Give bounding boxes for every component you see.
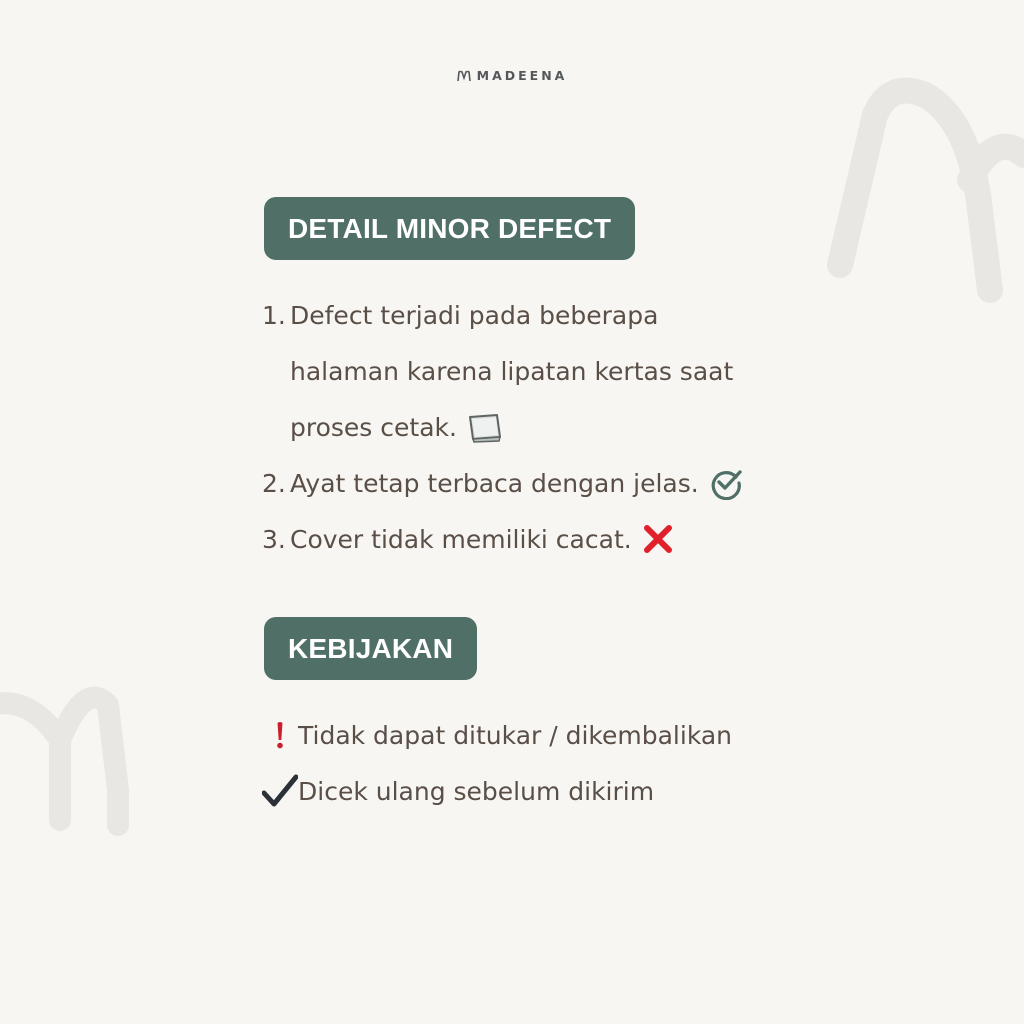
- cross-mark-icon: [642, 523, 674, 555]
- policy-item-2: [262, 771, 654, 811]
- list-number: 2.: [262, 468, 286, 498]
- defect-item-1-continued: [290, 407, 503, 447]
- defect-item-1: [262, 295, 658, 335]
- check-mark-icon: [262, 774, 298, 808]
- policy-item-1: [262, 715, 732, 755]
- list-item-text: Defect terjadi pada beberapa: [290, 300, 659, 330]
- policy-item-text: Dicek ulang sebelum dikirim: [298, 776, 655, 806]
- policy-item-text: Tidak dapat ditukar / dikembalikan: [298, 720, 733, 750]
- defect-item-3: [262, 519, 674, 559]
- brand-name: MADEENA: [476, 68, 568, 83]
- policy-heading-badge: [264, 617, 477, 680]
- background-monogram-left: [0, 660, 150, 850]
- background-monogram-right: [820, 60, 1024, 320]
- list-item-text: Ayat tetap terbaca dengan jelas.: [290, 468, 699, 498]
- defect-item-2: [262, 463, 743, 503]
- list-item-text: halaman karena lipatan kertas saat: [290, 356, 734, 386]
- defect-item-1-continued: [290, 351, 733, 391]
- m-monogram-icon: [457, 70, 471, 82]
- page-icon: [467, 411, 503, 443]
- brand-header: [0, 68, 1024, 83]
- list-item-text: proses cetak.: [290, 412, 457, 442]
- exclamation-icon: [262, 720, 298, 750]
- defect-heading-badge: [264, 197, 635, 260]
- policy-heading: KEBIJAKAN: [288, 632, 454, 664]
- defect-heading: DETAIL MINOR DEFECT: [288, 212, 612, 244]
- list-number: 3.: [262, 524, 286, 554]
- check-circle-icon: [709, 466, 743, 500]
- list-number: 1.: [262, 300, 286, 330]
- list-item-text: Cover tidak memiliki cacat.: [290, 524, 632, 554]
